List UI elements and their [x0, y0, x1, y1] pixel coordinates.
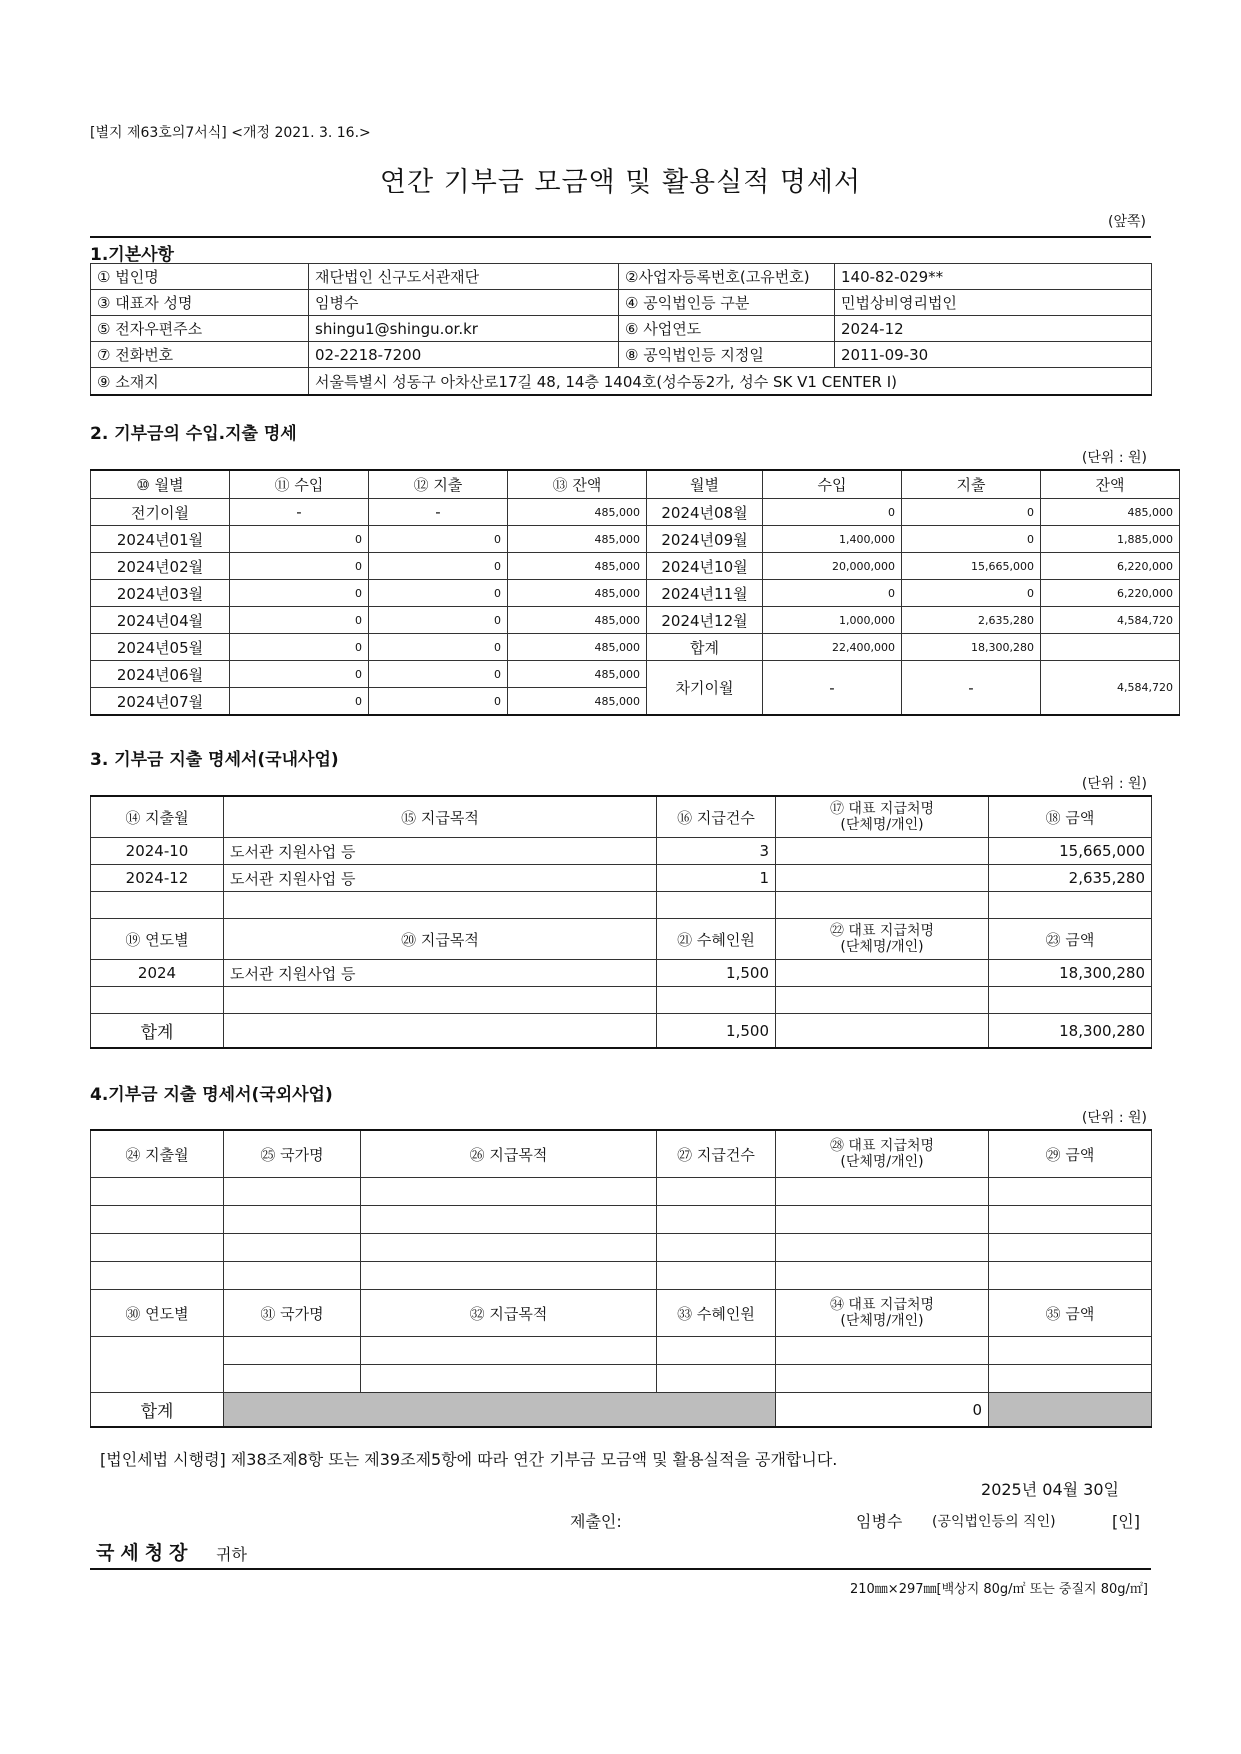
section2-heading: 2. 기부금의 수입.지출 명세	[90, 424, 297, 444]
income-cell: 0	[230, 688, 369, 716]
income-cell: 0	[230, 661, 369, 688]
section2-unit: (단위 : 원)	[1081, 450, 1147, 466]
income-cell: 0	[230, 580, 369, 607]
section3-unit: (단위 : 원)	[1081, 776, 1147, 792]
column-header	[776, 796, 989, 838]
monthly-row	[91, 661, 1180, 688]
field-label: ③ 대표자 성명	[91, 290, 309, 316]
section1-heading: 1.기본사항	[90, 236, 1151, 265]
total-label: 합계	[91, 1014, 224, 1049]
header-row	[91, 919, 1152, 960]
balance-cell: 6,220,000	[1041, 580, 1180, 607]
count-cell: 3	[657, 838, 776, 865]
empty-cell	[776, 892, 989, 919]
expense-cell: 15,665,000	[902, 553, 1041, 580]
header-row	[91, 1290, 1152, 1337]
column-header: ㉓ 금액	[989, 919, 1152, 960]
form-number: [별지 제63호의7서식] <개정 2021. 3. 16.>	[90, 125, 371, 141]
balance-cell: 485,000	[508, 607, 647, 634]
monthly-row	[91, 634, 1180, 661]
field-value: 02-2218-7200	[309, 342, 619, 368]
column-header: ㉚ 연도별	[91, 1290, 224, 1337]
monthly-row	[91, 526, 1180, 553]
empty-cell	[224, 1365, 361, 1393]
income-cell: 0	[230, 607, 369, 634]
income-cell: 1,400,000	[763, 526, 902, 553]
field-label: ⑥ 사업연도	[619, 316, 835, 342]
expense-cell: 2,635,280	[902, 607, 1041, 634]
section4-unit: (단위 : 원)	[1081, 1110, 1147, 1126]
field-label: ②사업자등록번호(고유번호)	[619, 264, 835, 290]
empty-cell	[224, 1178, 361, 1206]
expense-cell: 0	[369, 607, 508, 634]
carry-over-income: -	[763, 661, 902, 716]
month-cell: 2024년04월	[91, 607, 230, 634]
balance-cell: 4,584,720	[1041, 607, 1180, 634]
field-label: ⑨ 소재지	[91, 368, 309, 396]
column-header: ㉔ 지출월	[91, 1130, 224, 1178]
balance-cell: 485,000	[508, 661, 647, 688]
empty-row	[91, 1337, 1152, 1365]
column-header	[776, 1290, 989, 1337]
monthly-row	[91, 553, 1180, 580]
monthly-row	[91, 580, 1180, 607]
seal-mark: [인]	[1112, 1512, 1140, 1531]
empty-cell	[776, 1178, 989, 1206]
footer-divider	[90, 1568, 1151, 1570]
empty-cell	[657, 1365, 776, 1393]
amount-cell: 2,635,280	[989, 865, 1152, 892]
empty-cell	[776, 1234, 989, 1262]
empty-row	[91, 1206, 1152, 1234]
empty-row	[91, 1262, 1152, 1290]
empty-cell	[91, 987, 224, 1014]
expense-cell: 0	[902, 499, 1041, 526]
empty-cell	[361, 1365, 657, 1393]
empty-cell	[361, 1337, 657, 1365]
expense-row	[91, 865, 1152, 892]
column-header: ㉕ 국가명	[224, 1130, 361, 1178]
recipient-header-line1: ㉘ 대표 지급처명	[829, 1138, 935, 1154]
column-header: ㉖ 지급목적	[361, 1130, 657, 1178]
purpose-cell: 도서관 지원사업 등	[224, 960, 657, 987]
empty-cell	[989, 1262, 1152, 1290]
recipient-header-line1: ㉞ 대표 지급처명	[829, 1297, 935, 1313]
address-row	[91, 368, 1152, 396]
month-cell: 2024년03월	[91, 580, 230, 607]
field-value: 민법상비영리법인	[835, 290, 1152, 316]
amount-cell: 15,665,000	[989, 838, 1152, 865]
monthly-row	[91, 499, 1180, 526]
income-cell: 22,400,000	[763, 634, 902, 661]
column-header: 지출	[902, 470, 1041, 499]
column-header: ㉗ 지급건수	[657, 1130, 776, 1178]
domestic-expense-table	[90, 795, 1152, 1049]
balance-cell	[1041, 634, 1180, 661]
shaded-cell	[224, 1393, 776, 1428]
empty-cell	[989, 1337, 1152, 1365]
empty-cell	[91, 1234, 224, 1262]
month-cell: 2024년01월	[91, 526, 230, 553]
empty-cell	[776, 1206, 989, 1234]
empty-cell	[91, 1262, 224, 1290]
month-cell: 2024년12월	[647, 607, 763, 634]
field-label: ⑤ 전자우편주소	[91, 316, 309, 342]
empty-cell	[91, 1337, 224, 1393]
empty-cell	[224, 987, 657, 1014]
empty-cell	[989, 987, 1152, 1014]
expense-row	[91, 960, 1152, 987]
balance-cell: 485,000	[508, 580, 647, 607]
income-cell: 0	[230, 553, 369, 580]
month-cell: 2024년06월	[91, 661, 230, 688]
expense-cell: 0	[369, 661, 508, 688]
addressee: 국세청장	[96, 1542, 194, 1564]
income-cell: 0	[230, 526, 369, 553]
field-value: 140-82-029**	[835, 264, 1152, 290]
empty-row	[91, 892, 1152, 919]
expense-cell: 0	[902, 526, 1041, 553]
expense-cell: 0	[369, 580, 508, 607]
empty-row	[91, 1234, 1152, 1262]
address-value: 서울특별시 성동구 아차산로17길 48, 14층 1404호(성수동2가, 성수 SK V1 CENTER I)	[309, 368, 1152, 396]
empty-cell	[776, 987, 989, 1014]
empty-cell	[657, 1178, 776, 1206]
month-cell: 전기이월	[91, 499, 230, 526]
field-label: ① 법인명	[91, 264, 309, 290]
year-cell: 2024	[91, 960, 224, 987]
empty-cell	[989, 1365, 1152, 1393]
empty-cell	[989, 1206, 1152, 1234]
field-label: ④ 공익법인등 구분	[619, 290, 835, 316]
empty-cell	[657, 1337, 776, 1365]
column-header: ⑩ 월별	[91, 470, 230, 499]
submitter-name: 임병수	[856, 1512, 903, 1531]
section3-heading: 3. 기부금 지출 명세서(국내사업)	[90, 750, 339, 770]
purpose-cell: 도서관 지원사업 등	[224, 838, 657, 865]
header-row	[91, 470, 1180, 499]
field-label: ⑦ 전화번호	[91, 342, 309, 368]
column-header: ⑫ 지출	[369, 470, 508, 499]
field-value: shingu1@shingu.or.kr	[309, 316, 619, 342]
balance-cell: 485,000	[1041, 499, 1180, 526]
field-value: 2024-12	[835, 316, 1152, 342]
expense-cell: 0	[369, 688, 508, 716]
column-header: ⑬ 잔액	[508, 470, 647, 499]
carry-over-label: 차기이월	[647, 661, 763, 716]
expense-row	[91, 838, 1152, 865]
empty-cell	[91, 1178, 224, 1206]
expense-cell: 0	[369, 634, 508, 661]
submitter-label: 제출인:	[570, 1512, 622, 1531]
recipient-cell	[776, 865, 989, 892]
empty-cell	[224, 1262, 361, 1290]
column-header	[776, 1130, 989, 1178]
balance-cell: 485,000	[508, 634, 647, 661]
empty-cell	[224, 1014, 657, 1049]
empty-cell	[361, 1206, 657, 1234]
total-label: 합계	[91, 1393, 224, 1428]
empty-row	[91, 987, 1152, 1014]
recipient-header-line2: (단체명/개인)	[840, 939, 924, 955]
income-cell: 20,000,000	[763, 553, 902, 580]
column-header: 월별	[647, 470, 763, 499]
expense-cell: 0	[369, 526, 508, 553]
column-header: ㉑ 수혜인원	[657, 919, 776, 960]
column-header: 수입	[763, 470, 902, 499]
recipient-header-line1: ⑰ 대표 지급처명	[829, 801, 935, 817]
column-header	[776, 919, 989, 960]
recipient-header-line2: (단체명/개인)	[840, 817, 924, 833]
column-header: ㉟ 금액	[989, 1290, 1152, 1337]
expense-cell: 18,300,280	[902, 634, 1041, 661]
column-header: ⑳ 지급목적	[224, 919, 657, 960]
empty-cell	[91, 892, 224, 919]
count-cell: 1	[657, 865, 776, 892]
column-header: ㉙ 금액	[989, 1130, 1152, 1178]
column-header: ⑱ 금액	[989, 796, 1152, 838]
balance-cell: 485,000	[508, 499, 647, 526]
income-cell: 1,000,000	[763, 607, 902, 634]
carry-over-balance: 4,584,720	[1041, 661, 1180, 716]
column-header: ㉝ 수혜인원	[657, 1290, 776, 1337]
addressee-suffix: 귀하	[216, 1545, 247, 1564]
total-amount: 18,300,280	[989, 1014, 1152, 1049]
empty-cell	[224, 1234, 361, 1262]
basic-info-row	[91, 290, 1152, 316]
recipient-cell	[776, 960, 989, 987]
carry-over-expense: -	[902, 661, 1041, 716]
recipient-header-line2: (단체명/개인)	[840, 1313, 924, 1329]
empty-cell	[657, 892, 776, 919]
empty-cell	[224, 1206, 361, 1234]
side-note: (앞쪽)	[1108, 214, 1146, 230]
legal-statement: [법인세법 시행령] 제38조제8항 또는 제39조제5항에 따라 연간 기부금 모금액 및 활용실적을 공개합니다.	[100, 1450, 838, 1469]
column-header: ⑪ 수입	[230, 470, 369, 499]
total-count: 0	[776, 1393, 989, 1428]
column-header: ⑭ 지출월	[91, 796, 224, 838]
month-cell: 2024년05월	[91, 634, 230, 661]
submission-date: 2025년 04월 30일	[981, 1480, 1119, 1499]
empty-cell	[657, 987, 776, 1014]
empty-cell	[361, 1178, 657, 1206]
balance-cell: 485,000	[508, 553, 647, 580]
balance-cell: 485,000	[508, 688, 647, 716]
income-cell: -	[230, 499, 369, 526]
column-header: ⑮ 지급목적	[224, 796, 657, 838]
expense-cell: 0	[369, 553, 508, 580]
month-cell: 2024년10월	[647, 553, 763, 580]
empty-cell	[224, 1337, 361, 1365]
empty-cell	[776, 1365, 989, 1393]
total-row	[91, 1014, 1152, 1049]
month-cell: 2024년02월	[91, 553, 230, 580]
income-cell: 0	[763, 580, 902, 607]
income-cell: 0	[230, 634, 369, 661]
month-cell: 2024년07월	[91, 688, 230, 716]
expense-cell: -	[369, 499, 508, 526]
empty-cell	[776, 1337, 989, 1365]
column-header: ⑲ 연도별	[91, 919, 224, 960]
empty-cell	[657, 1262, 776, 1290]
amount-cell: 18,300,280	[989, 960, 1152, 987]
empty-cell	[657, 1206, 776, 1234]
section4-heading: 4.기부금 지출 명세서(국외사업)	[90, 1085, 333, 1105]
purpose-cell: 도서관 지원사업 등	[224, 865, 657, 892]
income-cell: 0	[763, 499, 902, 526]
basic-info-table	[90, 263, 1152, 396]
column-header: ⑯ 지급건수	[657, 796, 776, 838]
empty-cell	[776, 1262, 989, 1290]
header-row	[91, 796, 1152, 838]
count-cell: 1,500	[657, 960, 776, 987]
empty-cell	[361, 1234, 657, 1262]
expense-cell: 0	[902, 580, 1041, 607]
empty-row	[91, 1178, 1152, 1206]
monthly-row	[91, 607, 1180, 634]
field-label: ⑧ 공익법인등 지정일	[619, 342, 835, 368]
empty-cell	[776, 1014, 989, 1049]
shaded-cell	[989, 1393, 1152, 1428]
recipient-header-line2: (단체명/개인)	[840, 1154, 924, 1170]
empty-cell	[989, 1234, 1152, 1262]
basic-info-row	[91, 264, 1152, 290]
month-cell: 2024년11월	[647, 580, 763, 607]
balance-cell: 6,220,000	[1041, 553, 1180, 580]
empty-cell	[91, 1206, 224, 1234]
empty-cell	[224, 892, 657, 919]
total-count: 1,500	[657, 1014, 776, 1049]
empty-cell	[657, 1234, 776, 1262]
month-cell: 2024년09월	[647, 526, 763, 553]
field-value: 2011-09-30	[835, 342, 1152, 368]
recipient-header-line1: ㉒ 대표 지급처명	[829, 923, 935, 939]
month-cell: 2024년08월	[647, 499, 763, 526]
recipient-cell	[776, 838, 989, 865]
month-cell: 합계	[647, 634, 763, 661]
empty-cell	[989, 1178, 1152, 1206]
overseas-expense-table	[90, 1129, 1152, 1428]
total-row	[91, 1393, 1152, 1428]
submitter-note: (공익법인등의 직인)	[932, 1514, 1056, 1530]
empty-cell	[989, 892, 1152, 919]
month-cell: 2024-10	[91, 838, 224, 865]
header-row	[91, 1130, 1152, 1178]
month-cell: 2024-12	[91, 865, 224, 892]
column-header: 잔액	[1041, 470, 1180, 499]
balance-cell: 1,885,000	[1041, 526, 1180, 553]
paper-spec: 210㎜×297㎜[백상지 80g/㎡ 또는 중질지 80g/㎡]	[849, 1582, 1148, 1597]
basic-info-row	[91, 316, 1152, 342]
income-expense-table	[90, 469, 1180, 716]
basic-info-row	[91, 342, 1152, 368]
column-header: ㉛ 국가명	[224, 1290, 361, 1337]
field-value: 재단법인 신구도서관재단	[309, 264, 619, 290]
empty-row	[91, 1365, 1152, 1393]
field-value: 임병수	[309, 290, 619, 316]
column-header: ㉜ 지급목적	[361, 1290, 657, 1337]
document-title: 연간 기부금 모금액 및 활용실적 명세서	[379, 167, 862, 198]
balance-cell: 485,000	[508, 526, 647, 553]
empty-cell	[361, 1262, 657, 1290]
